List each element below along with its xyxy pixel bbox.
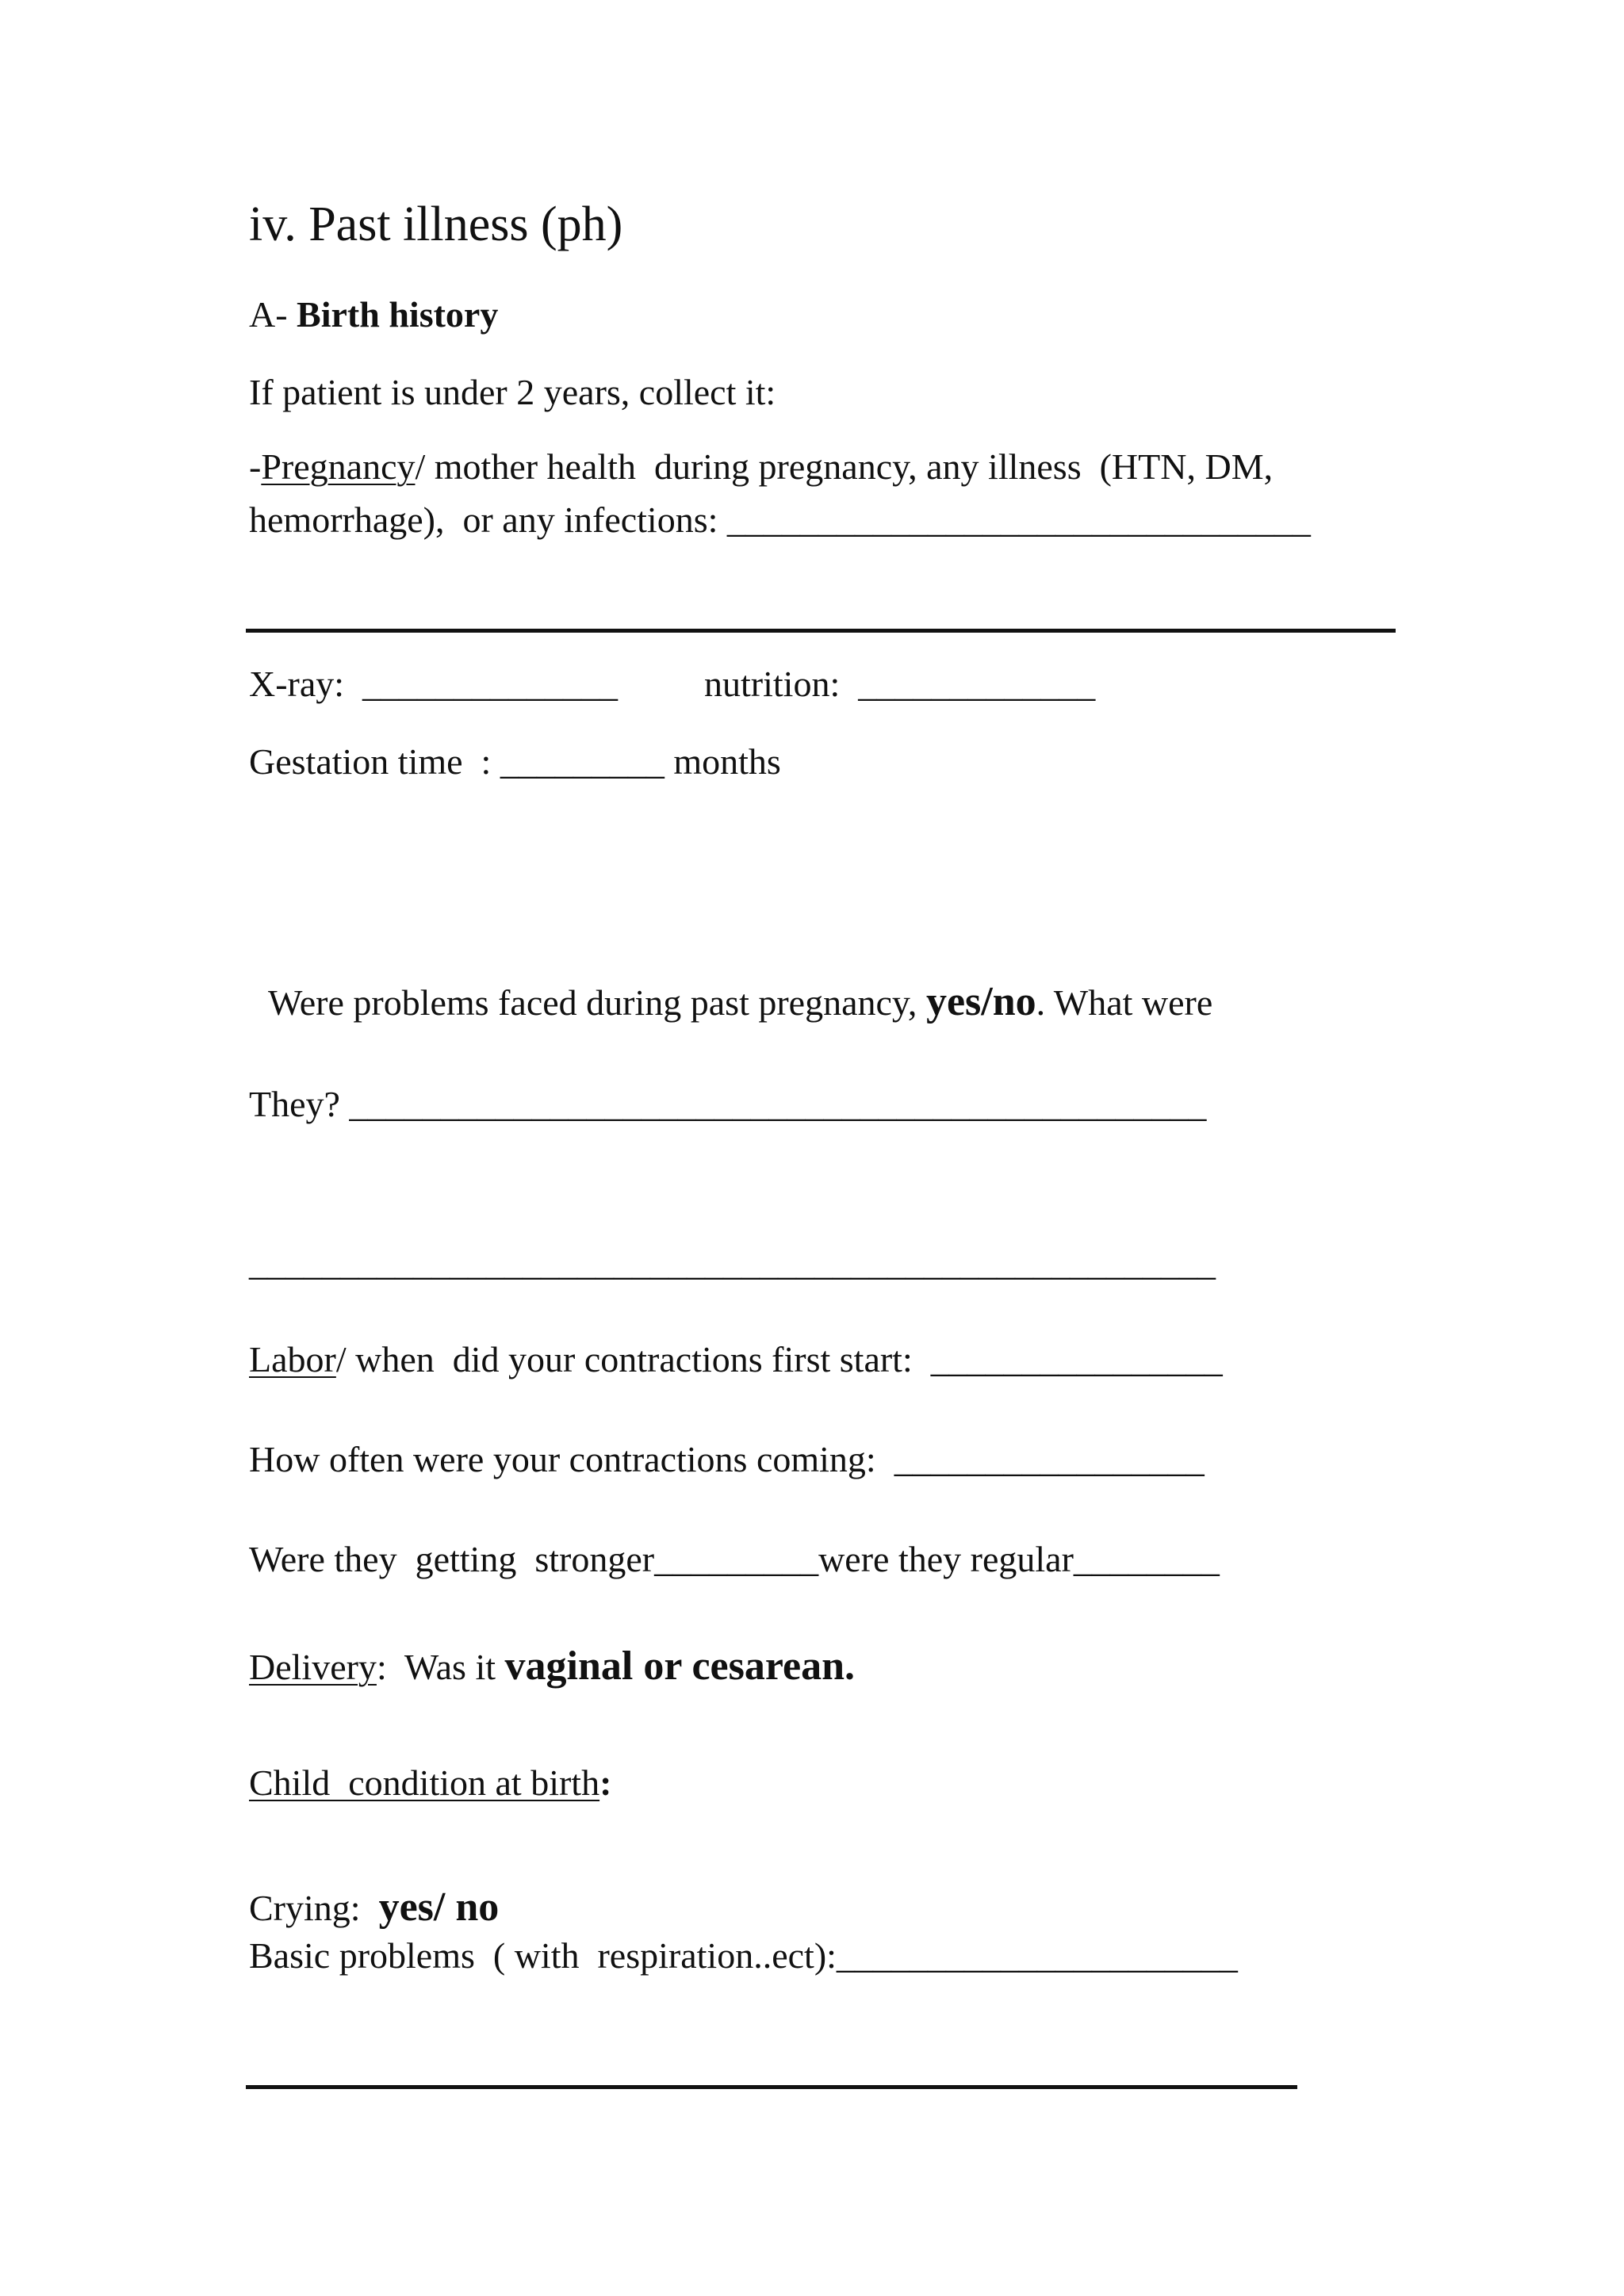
they-answer-line[interactable]: They? _______________________________________________: [249, 1084, 1207, 1124]
pregnancy-rest: / mother health during pregnancy, any illness (HTN, DM,: [415, 446, 1274, 487]
answer-rule-2[interactable]: [246, 2085, 1297, 2089]
problems-text-after: . What were: [1036, 982, 1213, 1023]
contractions-frequency-field[interactable]: How often were your contractions coming: _________________: [249, 1439, 1205, 1479]
contractions-strength-field[interactable]: Were they getting stronger_________were they regular________: [249, 1539, 1220, 1579]
problems-blank-line[interactable]: _____________________________________________________: [249, 1242, 1216, 1283]
crying-options[interactable]: yes/ no: [378, 1885, 500, 1930]
nutrition-field[interactable]: nutrition: _____________: [704, 664, 1096, 704]
birth-history-heading: [249, 294, 499, 335]
delivery-rest: : Was it: [376, 1647, 505, 1687]
answer-rule-1[interactable]: [246, 629, 1396, 633]
child-condition-label: Child condition at birth: [249, 1762, 600, 1803]
pregnancy-label: Pregnancy: [261, 446, 416, 487]
delivery-question: [249, 1646, 855, 1687]
pregnancy-dash: -: [249, 446, 262, 487]
child-condition-colon: :: [599, 1762, 612, 1803]
gestation-field[interactable]: Gestation time : _________ months: [249, 741, 781, 782]
basic-problems-field[interactable]: Basic problems ( with respiration..ect):______________________: [249, 1935, 1238, 1976]
problems-yes-no[interactable]: yes/no: [925, 979, 1036, 1024]
xray-field[interactable]: X-ray: ______________: [249, 664, 619, 704]
problems-question: [268, 979, 1213, 1024]
heading-text: Birth history: [297, 294, 499, 335]
labor-question[interactable]: [249, 1341, 1223, 1378]
delivery-label: Delivery: [249, 1647, 377, 1687]
crying-question: [249, 1887, 499, 1928]
crying-label: Crying:: [249, 1888, 379, 1928]
delivery-options[interactable]: vaginal or cesarean.: [504, 1644, 855, 1689]
instruction-text: If patient is under 2 years, collect it:: [249, 372, 776, 412]
labor-rest: / when did your contractions first start: ________________: [335, 1339, 1223, 1380]
child-condition-heading: [249, 1762, 612, 1803]
problems-text: Were problems faced during past pregnancy,: [268, 982, 926, 1023]
pregnancy-line-2[interactable]: hemorrhage), or any infections: ________________________________: [249, 499, 1311, 540]
pregnancy-line-1: [249, 446, 1274, 487]
section-title: iv. Past illness (ph): [249, 197, 623, 251]
labor-label: Labor: [249, 1339, 336, 1380]
heading-prefix: A-: [249, 294, 297, 335]
